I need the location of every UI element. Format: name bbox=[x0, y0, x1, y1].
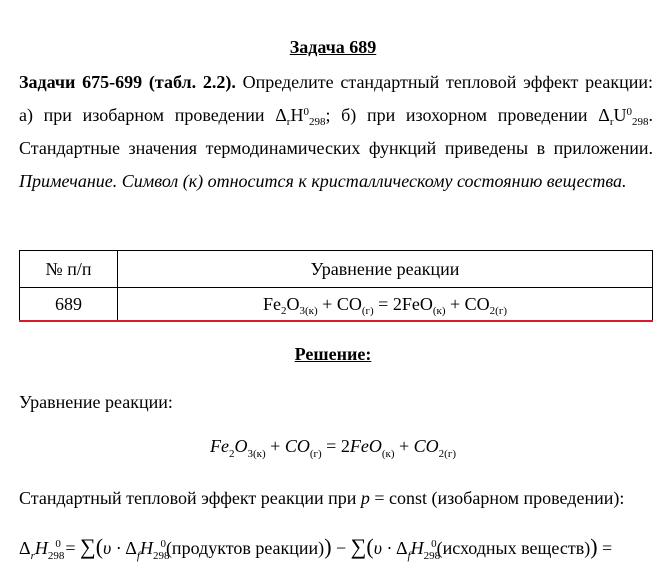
problem-lead: Задачи 675-699 (табл. 2.2). bbox=[19, 72, 236, 92]
reaction-table bbox=[19, 250, 653, 322]
solution-title: Решение: bbox=[294, 344, 372, 364]
standard-effect-text: Стандартный тепловой эффект реакции при p = const (изобарном проведении): bbox=[19, 488, 625, 508]
problem-title: Задача 689 bbox=[289, 37, 377, 57]
row-equation: $Fe_2O_{3(к)} + CO_{(г)} = 2FeO_{(к)} + CO_{2(г)}$ bbox=[118, 288, 653, 322]
table-accent-line bbox=[19, 320, 653, 322]
header-equation: Уравнение реакции bbox=[118, 251, 653, 288]
row-number: 689 bbox=[20, 288, 118, 322]
table-row bbox=[20, 288, 653, 322]
note-text: Примечание. Символ (к) относится к кристаллическому состоянию вещества. bbox=[19, 171, 627, 191]
enthalpy-formula: $\Delta_rH_{298}^0 = \sum(\upsilon$ · $\Delta_fH_{298}^0(продуктов$ реакции)) − $\sum(\upsilon \cdot \Delta_fH_{298}^0(исходных$ веществ)) = bbox=[19, 534, 613, 562]
table-header-row bbox=[20, 251, 653, 288]
equation-label: Уравнение реакции: bbox=[19, 392, 173, 412]
problem-statement: Задачи 675-699 (табл. 2.2). Определите стандартный тепловой эффект реакции: а) при изобарном проведении $\Delta_rH^0_{298}$; б) при изохорном проведении $\Delta_rU^0_{298}$. Стандартные значения термодинамических функций приведены в приложении. Примечание. Символ (к) относится к кристаллическому состоянию вещества. bbox=[19, 72, 653, 191]
header-number: № п/п bbox=[20, 251, 118, 288]
reaction-equation: $Fe_2O_{3(к)} + CO_{(г)} = 2FeO_{(к)} + CO_{2(г)}$ bbox=[210, 436, 456, 460]
